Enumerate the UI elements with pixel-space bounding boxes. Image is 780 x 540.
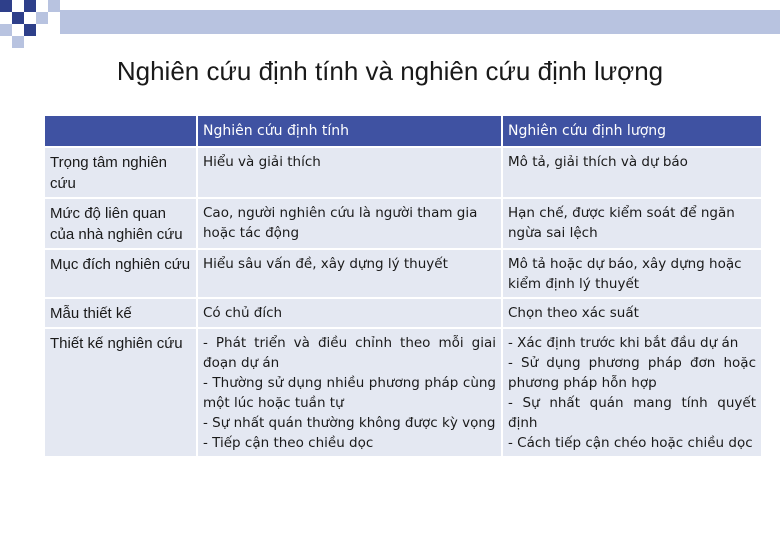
header-quantitative: Nghiên cứu định lượng — [502, 115, 762, 147]
table-row — [44, 249, 762, 298]
row-label: Mẫu thiết kế — [44, 298, 197, 328]
table-header-row — [44, 115, 762, 147]
quantitative-cell: - Xác định trước khi bắt đầu dự án - Sử dụng phương pháp đơn hoặc phương pháp hỗn hợp - Sự nhất quán mang tính quyết định - Cách tiếp cận chéo hoặc chiều dọc — [502, 328, 762, 457]
quantitative-cell: Chọn theo xác suất — [502, 298, 762, 328]
qualitative-cell: Có chủ đích — [197, 298, 502, 328]
row-label: Trọng tâm nghiên cứu — [44, 147, 197, 198]
row-label: Mục đích nghiên cứu — [44, 249, 197, 298]
header-qualitative: Nghiên cứu định tính — [197, 115, 502, 147]
row-label: Thiết kế nghiên cứu — [44, 328, 197, 457]
comparison-table — [43, 114, 763, 458]
checkered-decoration — [0, 0, 780, 50]
qualitative-cell: Hiểu sâu vấn đề, xây dựng lý thuyết — [197, 249, 502, 298]
slide-title: Nghiên cứu định tính và nghiên cứu định lượng — [116, 56, 664, 86]
table-row — [44, 328, 762, 457]
table-row — [44, 298, 762, 328]
qualitative-cell: Hiểu và giải thích — [197, 147, 502, 198]
quantitative-cell: Hạn chế, được kiểm soát để ngăn ngừa sai lệch — [502, 198, 762, 249]
qualitative-cell: Cao, người nghiên cứu là người tham gia hoặc tác động — [197, 198, 502, 249]
table-row — [44, 198, 762, 249]
quantitative-cell: Mô tả, giải thích và dự báo — [502, 147, 762, 198]
table-row — [44, 147, 762, 198]
row-label: Mức độ liên quan của nhà nghiên cứu — [44, 198, 197, 249]
header-empty — [44, 115, 197, 147]
qualitative-cell: - Phát triển và điều chỉnh theo mỗi giai đoạn dự án - Thường sử dụng nhiều phương pháp cùng một lúc hoặc tuần tự - Sự nhất quán thường không được kỳ vọng - Tiếp cận theo chiều dọc — [197, 328, 502, 457]
quantitative-cell: Mô tả hoặc dự báo, xây dựng hoặc kiểm định lý thuyết — [502, 249, 762, 298]
